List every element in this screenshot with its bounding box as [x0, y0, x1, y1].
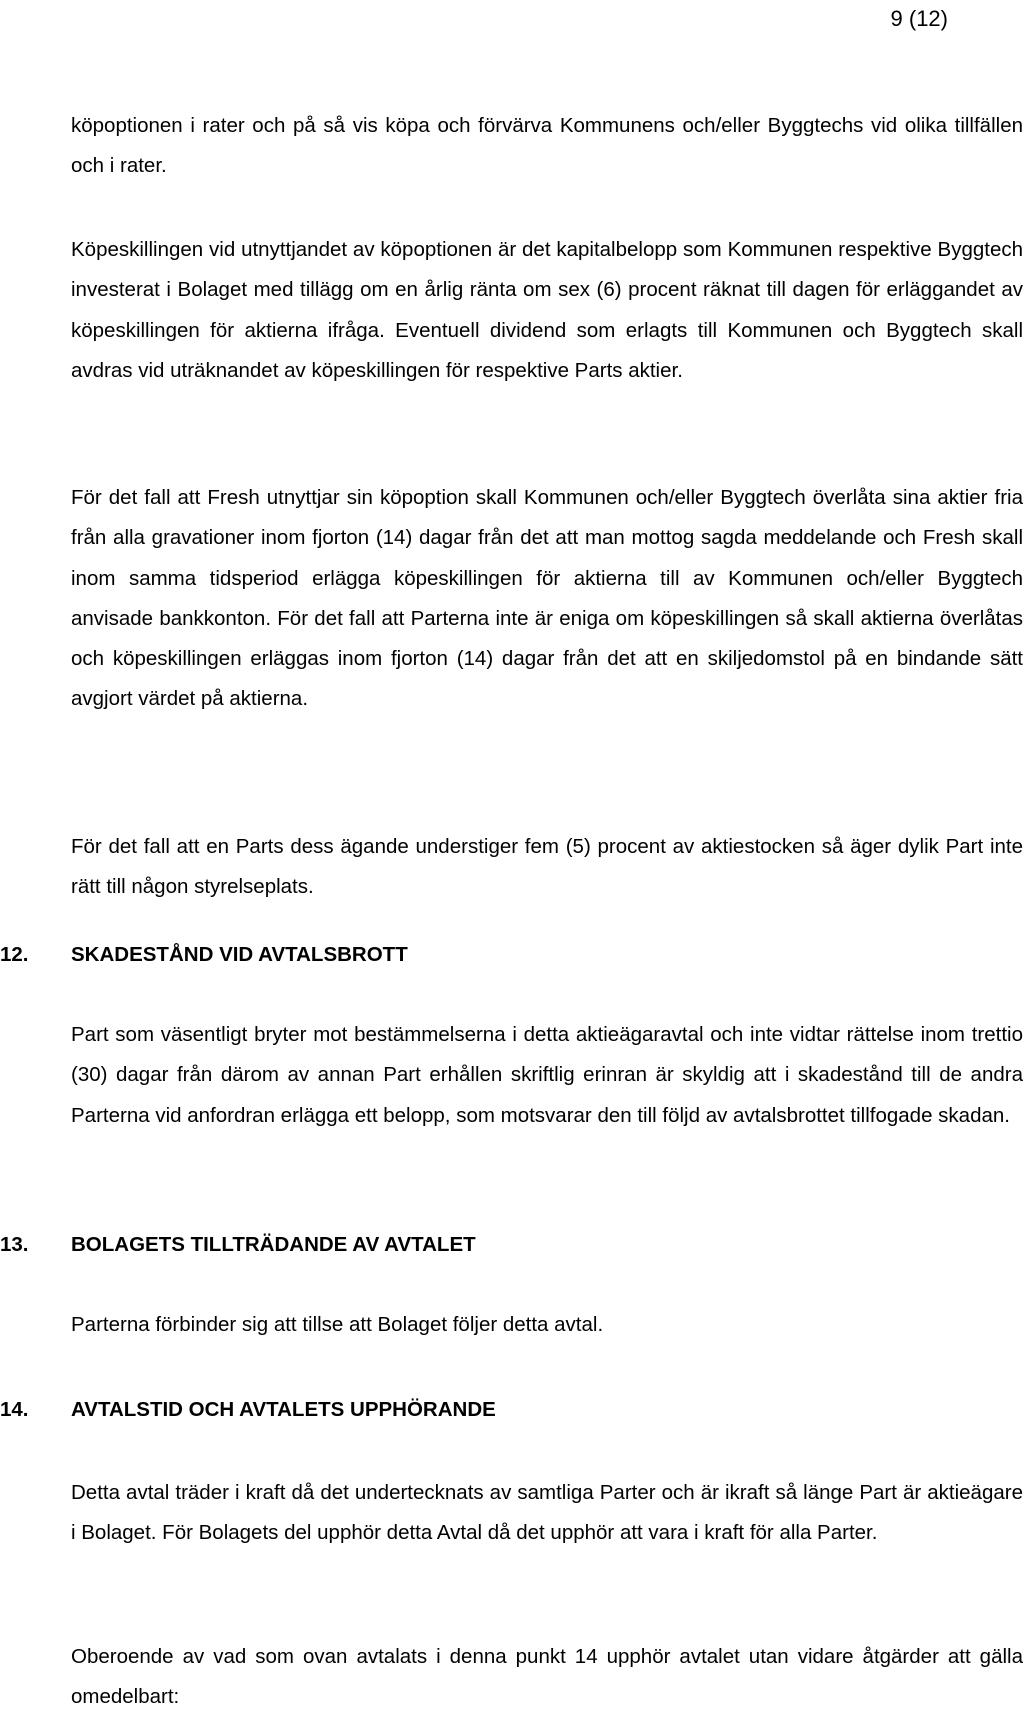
section-number: 13.	[0, 1233, 29, 1256]
section-title: BOLAGETS TILLTRÄDANDE AV AVTALET	[71, 1233, 476, 1256]
page-number: 9 (12)	[890, 6, 948, 31]
section-body-14: Detta avtal träder i kraft då det undertecknats av samtliga Parter och är ikraft så länge Part är aktieägare i Bolaget. För Bolagets del upphör detta Avtal då det upphör att vara i kraft för alla Parter.	[71, 1481, 1023, 1545]
paragraph-board-seat: För det fall att en Parts dess ägande understiger fem (5) procent av aktiestocken så äger dylik Part inte rätt till någon styrelseplats.	[71, 835, 1023, 899]
section-title: SKADESTÅND VID AVTALSBROTT	[71, 943, 408, 966]
paragraph-purchase-price: Köpeskillingen vid utnyttjandet av köpoptionen är det kapitalbelopp som Kommunen respektive Byggtech investerat i Bolaget med tillägg om en årlig ränta om sex (6) procent räknat till dagen för erläggandet av köpeskillingen för aktierna ifråga. Eventuell dividend som erlagts till Kommunen och Byggtech skall avdras vid uträknandet av köpeskillingen för respektive Parts aktier.	[71, 238, 1023, 382]
section-number: 14.	[0, 1398, 29, 1421]
section-body-12: Part som väsentligt bryter mot bestämmelserna i detta aktieägaravtal och inte vidtar rättelse inom trettio (30) dagar från därom av annan Part erhållen skriftlig erinran är skyldig att i skadestånd till de andra Parterna vid anfordran erlägga ett belopp, som motsvarar den till följd av avtalsbrottet tillfogade skadan.	[71, 1023, 1023, 1127]
paragraph-share-transfer: För det fall att Fresh utnyttjar sin köpoption skall Kommunen och/eller Byggtech överlåta sina aktier fria från alla gravationer inom fjorton (14) dagar från det att man mottog sagda meddelande och Fresh skall inom samma tidsperiod erlägga köpeskillingen för aktierna till av Kommunen och/eller Byggtech anvisade bankkonton. För det fall att Parterna inte är eniga om köpeskillingen så skall aktierna överlåtas och köpeskillingen erläggas inom fjorton (14) dagar från det att en skiljedomstol på en bindande sätt avgjort värdet på aktierna.	[71, 486, 1023, 711]
section-heading-14	[0, 1390, 1024, 1430]
section-number: 12.	[0, 943, 29, 966]
section-body-13: Parterna förbinder sig att tillse att Bolaget följer detta avtal.	[71, 1313, 604, 1336]
section-heading-12	[0, 935, 1024, 975]
section-title: AVTALSTID OCH AVTALETS UPPHÖRANDE	[71, 1398, 496, 1421]
section-heading-13	[0, 1225, 1024, 1265]
paragraph-option-installments: köpoptionen i rater och på så vis köpa och förvärva Kommunens och/eller Byggtechs vid olika tillfällen och i rater.	[71, 114, 1023, 178]
section-body-14-continued: Oberoende av vad som ovan avtalats i denna punkt 14 upphör avtalet utan vidare åtgärder att gälla omedelbart:	[71, 1645, 1023, 1709]
